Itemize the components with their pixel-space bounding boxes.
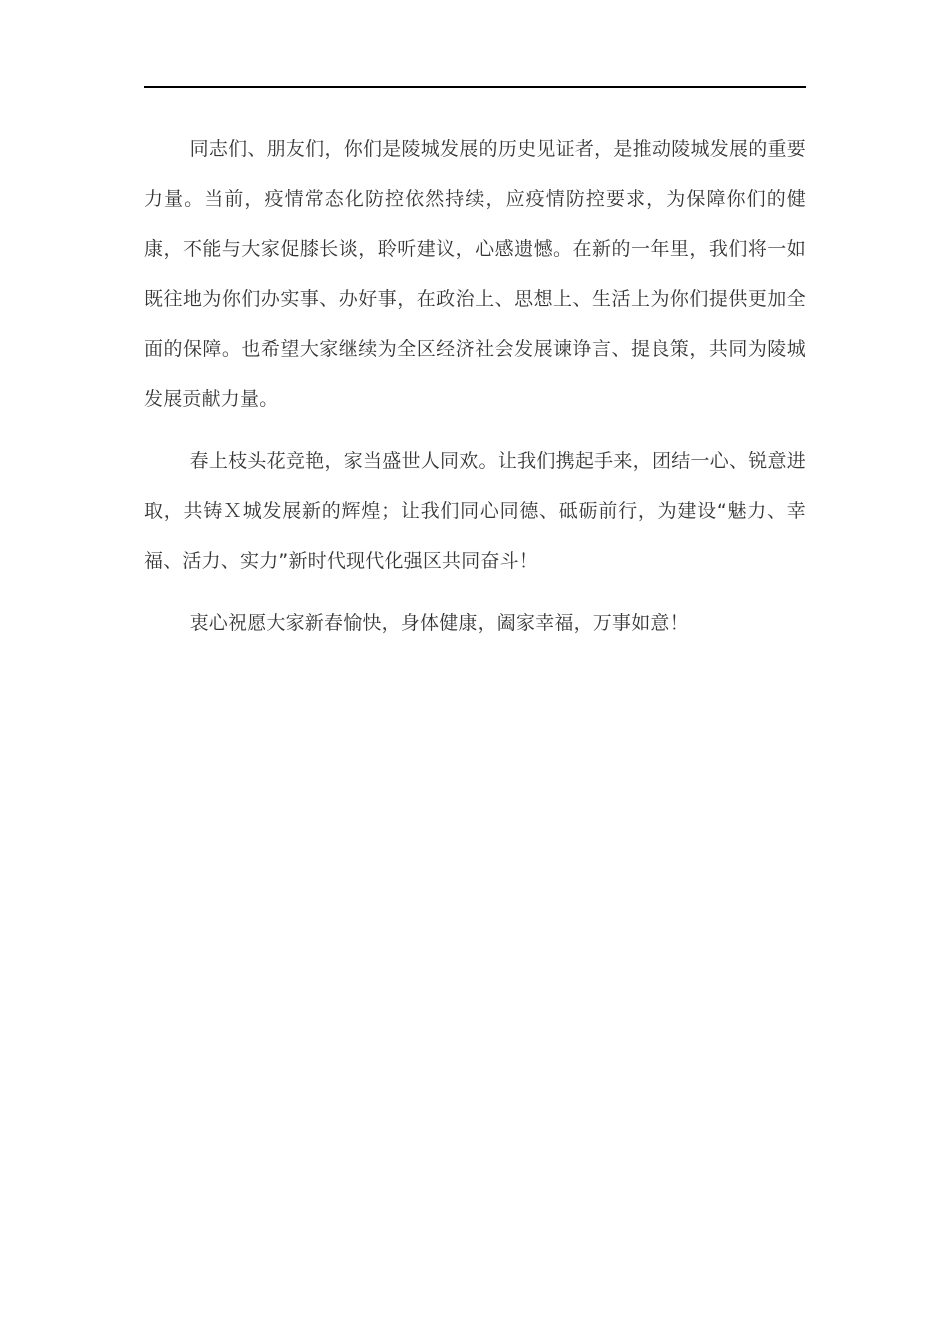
header-rule — [144, 86, 806, 88]
paragraph-2: 春上枝头花竞艳，家当盛世人同欢。让我们携起手来，团结一心、锐意进取，共铸Ｘ城发展新的辉煌；让我们同心同德、砥砺前行，为建设“魅力、幸福、活力、实力”新时代现代化强区共同奋斗！ — [144, 450, 806, 572]
paragraph-1: 同志们、朋友们，你们是陵城发展的历史见证者，是推动陵城发展的重要力量。当前，疫情常态化防控依然持续，应疫情防控要求，为保障你们的健康，不能与大家促膝长谈，聆听建议，心感遗憾。在新的一年里，我们将一如既往地为你们办实事、办好事，在政治上、思想上、生活上为你们提供更加全面的保障。也希望大家继续为全区经济社会发展谏诤言、提良策，共同为陵城发展贡献力量。 — [144, 138, 806, 410]
document-body — [144, 124, 806, 660]
paragraph-3: 衷心祝愿大家新春愉快，身体健康，阖家幸福，万事如意！ — [189, 612, 689, 634]
